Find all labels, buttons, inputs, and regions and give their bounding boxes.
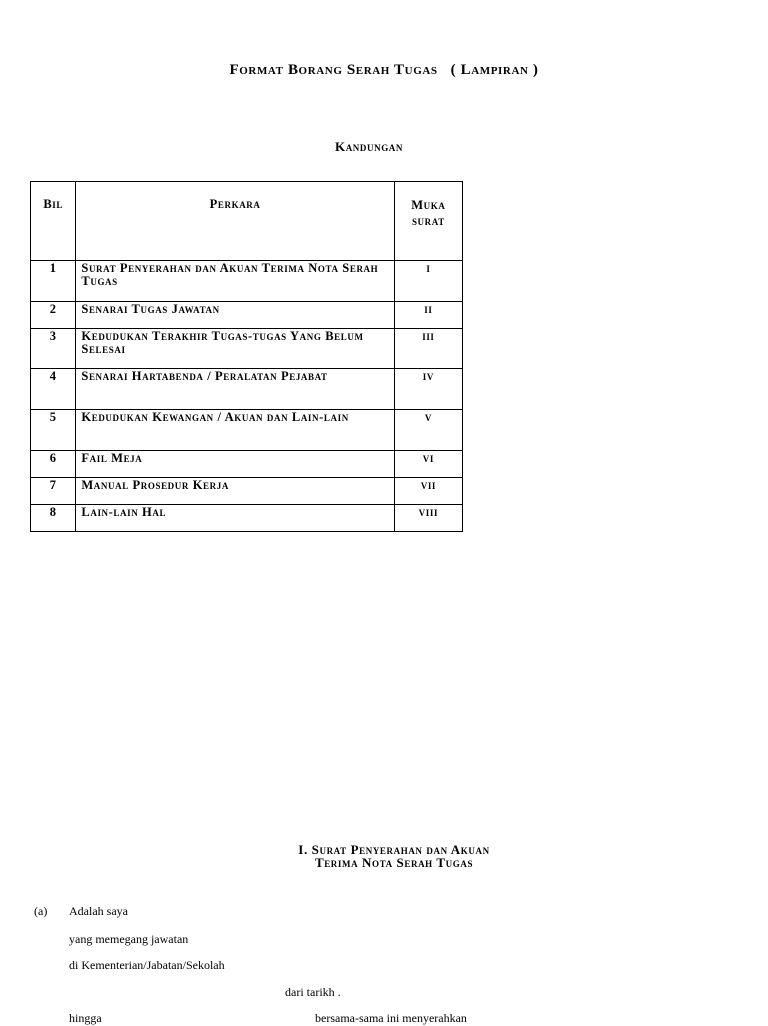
- item-label: (a): [34, 904, 48, 918]
- contents-heading: Kandungan: [335, 139, 404, 154]
- adalah-saya-text: Adalah saya: [69, 904, 128, 918]
- section-title-line-2: Terima Nota Serah Tugas: [314, 855, 474, 870]
- row-item: Kedudukan Terakhir Tugas-tugas Yang Belum Selesai: [76, 329, 394, 369]
- row-number: 1: [31, 261, 76, 302]
- table-row: [31, 451, 463, 478]
- row-item: Lain-lain Hal: [76, 505, 394, 532]
- table-header-row: [31, 182, 463, 261]
- row-page: ii: [394, 302, 462, 329]
- row-page: iv: [394, 369, 462, 410]
- table-row: [31, 505, 463, 532]
- row-item: Senarai Tugas Jawatan: [76, 302, 394, 329]
- row-page: vii: [394, 478, 462, 505]
- dari-tarikh-text: dari tarikh .: [285, 985, 341, 999]
- table-row: [31, 410, 463, 451]
- contents-table: [30, 181, 463, 532]
- document-title: Format Borang Serah Tugas ( Lampiran ): [229, 62, 539, 78]
- row-number: 7: [31, 478, 76, 505]
- row-item: Fail Meja: [76, 451, 394, 478]
- row-item: Surat Penyerahan dan Akuan Terima Nota Serah Tugas: [76, 261, 394, 302]
- row-page: i: [394, 261, 462, 302]
- row-number: 3: [31, 329, 76, 369]
- row-number: 8: [31, 505, 76, 532]
- row-page: vi: [394, 451, 462, 478]
- table-row: [31, 261, 463, 302]
- row-page: iii: [394, 329, 462, 369]
- header-bil: Bil: [31, 182, 76, 261]
- bersama-sama-text: bersama-sama ini menyerahkan: [315, 1011, 467, 1025]
- memegang-jawatan-text: yang memegang jawatan: [69, 932, 189, 946]
- kementerian-text: di Kementerian/Jabatan/Sekolah: [69, 958, 225, 972]
- row-item: Senarai Hartabenda / Peralatan Pejabat: [76, 369, 394, 410]
- table-row: [31, 302, 463, 329]
- hingga-text: hingga: [69, 1011, 102, 1025]
- row-number: 5: [31, 410, 76, 451]
- row-page: viii: [394, 505, 462, 532]
- row-page: v: [394, 410, 462, 451]
- row-number: 4: [31, 369, 76, 410]
- table-row: [31, 369, 463, 410]
- header-muka-surat: Muka surat: [394, 182, 462, 261]
- table-row: [31, 329, 463, 369]
- row-item: Manual Prosedur Kerja: [76, 478, 394, 505]
- table-row: [31, 478, 463, 505]
- row-item: Kedudukan Kewangan / Akuan dan Lain-lain: [76, 410, 394, 451]
- section-title-line-1: I. Surat Penyerahan dan Akuan: [298, 842, 490, 857]
- header-perkara: Perkara: [76, 182, 394, 261]
- row-number: 2: [31, 302, 76, 329]
- row-number: 6: [31, 451, 76, 478]
- section-title: [0, 843, 768, 869]
